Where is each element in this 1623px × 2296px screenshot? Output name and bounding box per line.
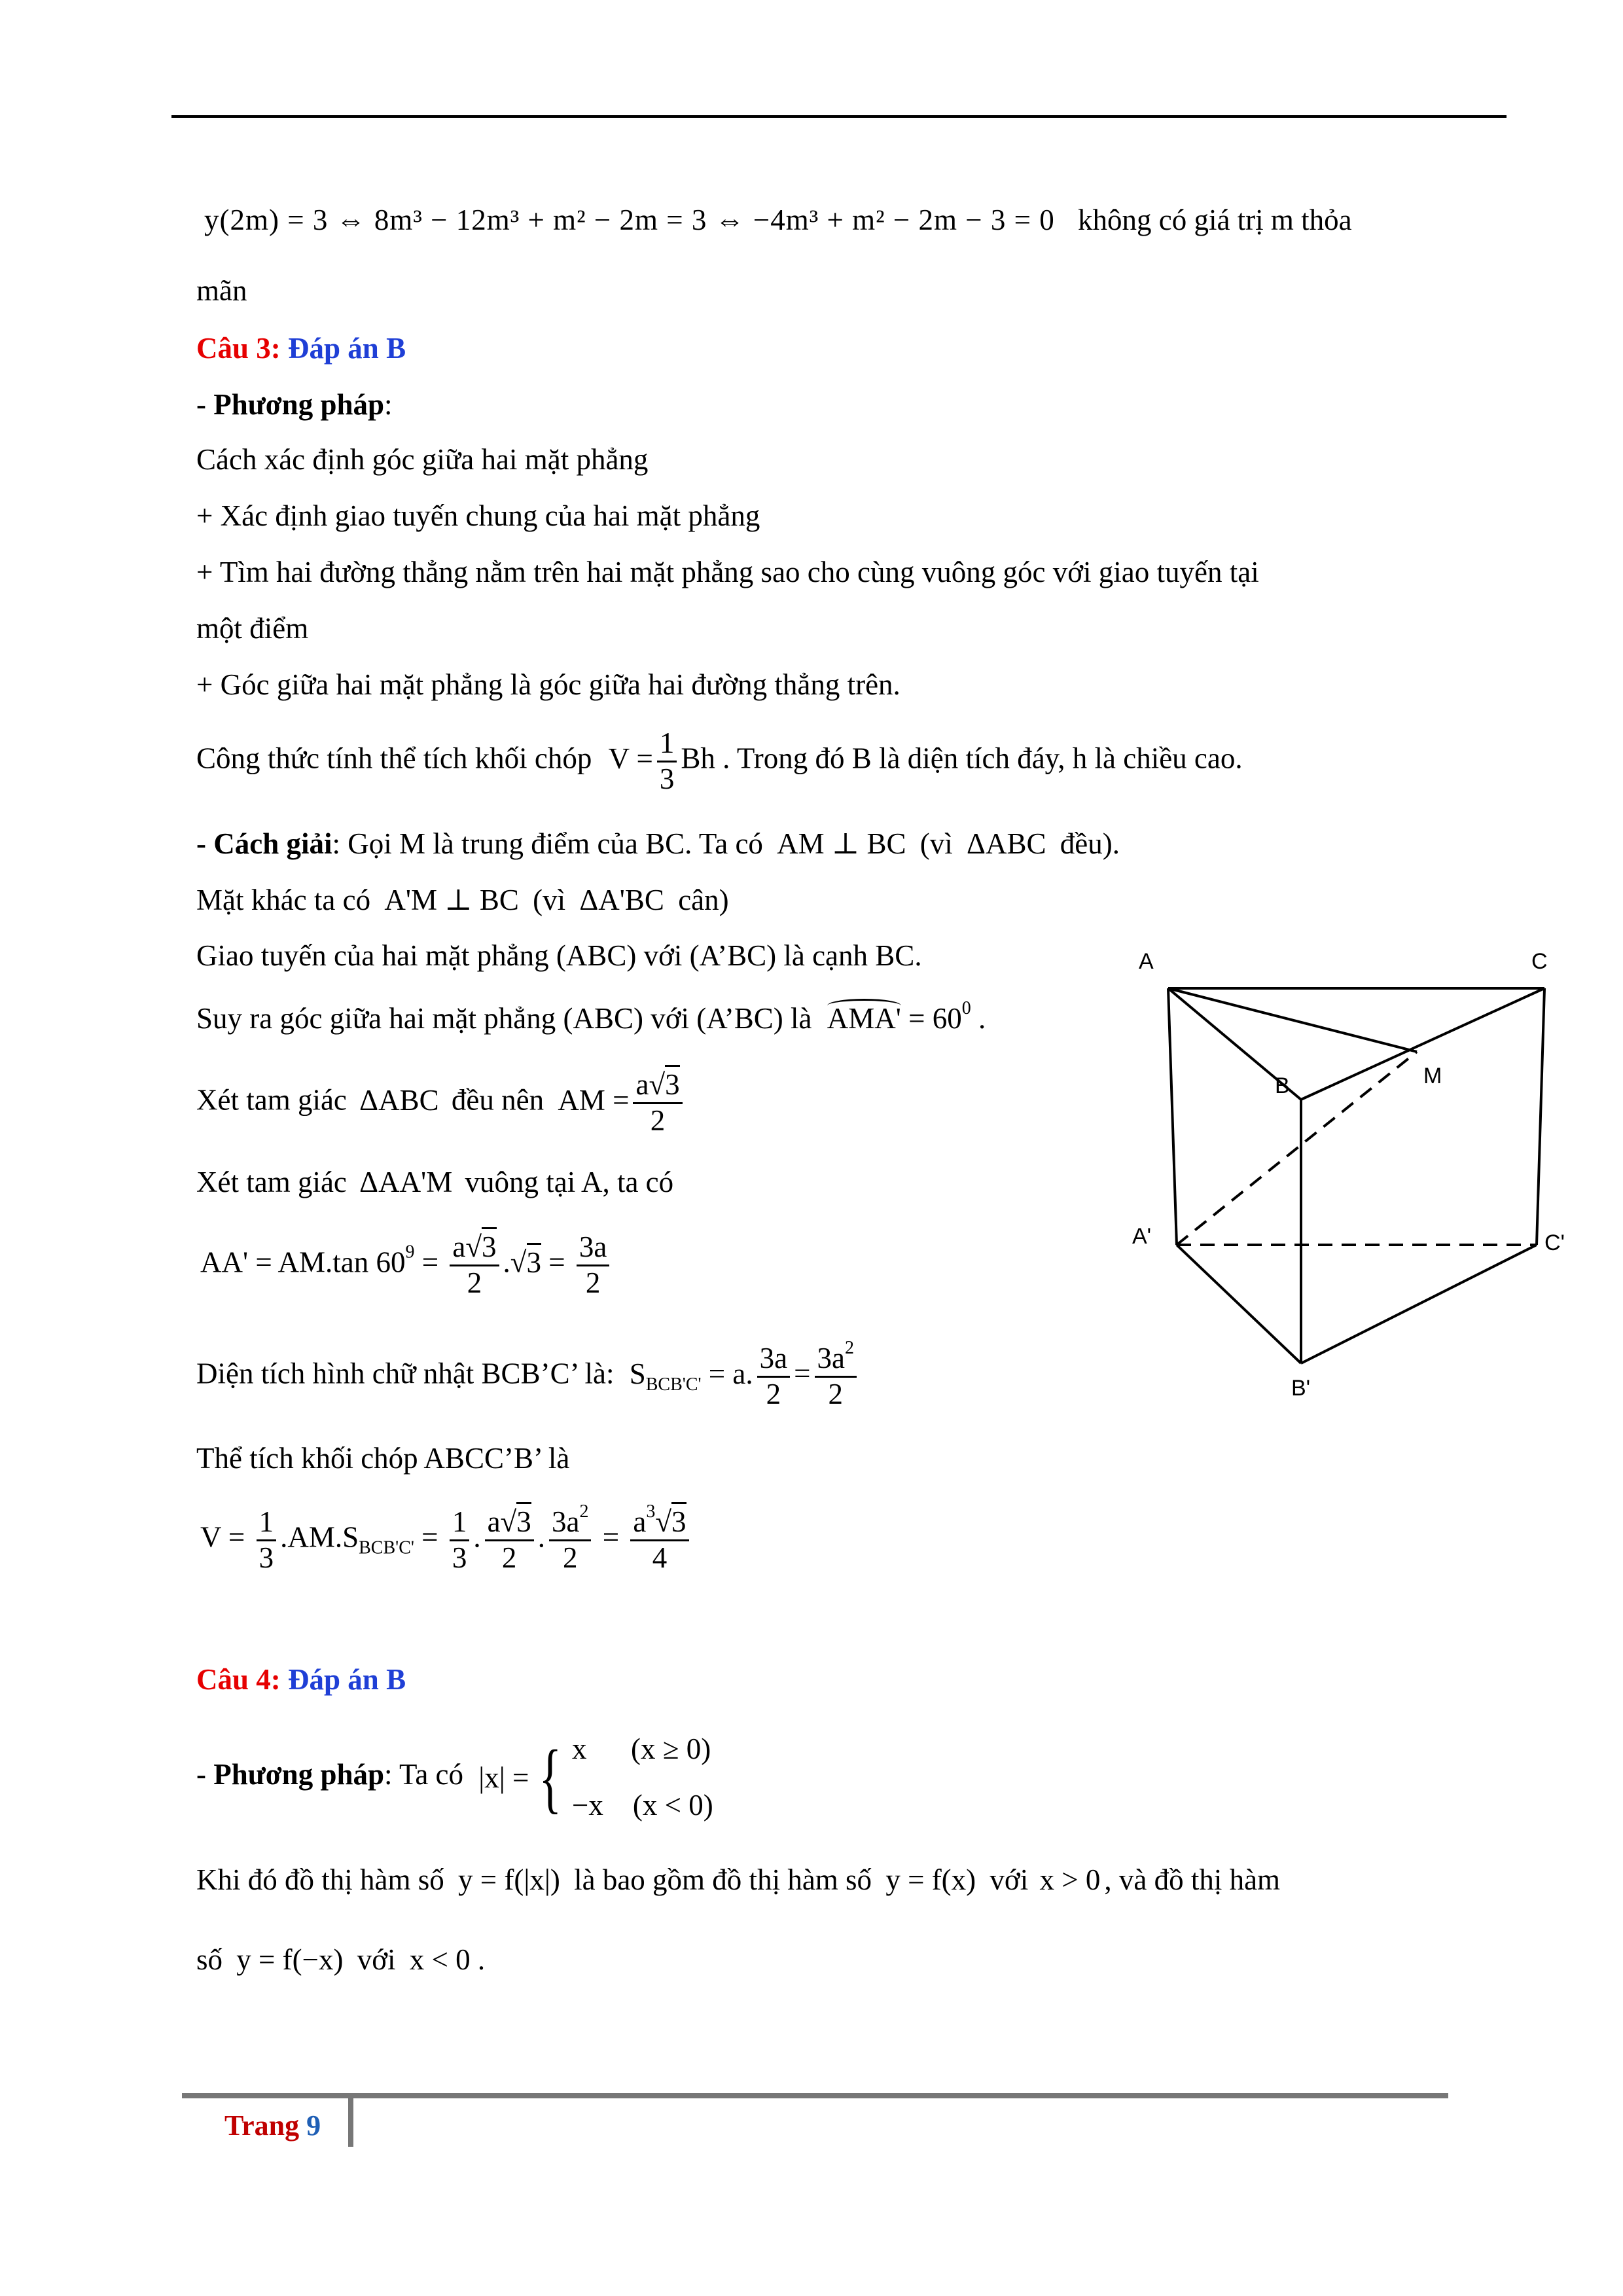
- q3-angle-line: Suy ra góc giữa hai mặt phẳng (ABC) với (A’BC) là $AMA' = 60^0$ .: [196, 998, 986, 1035]
- intro-tail2: mãn: [196, 274, 247, 307]
- q4-line2-a: số: [196, 1943, 223, 1976]
- label-B1: B': [1291, 1376, 1311, 1401]
- q3-vol-line: Thể tích khối chóp ABCC’B’ là: [196, 1442, 570, 1475]
- q3-solution-c: đều).: [1060, 827, 1120, 860]
- q4-method-label: - Phương pháp: [196, 1757, 385, 1791]
- label-C1: C': [1544, 1230, 1565, 1255]
- q3-method-line-1: + Xác định giao tuyến chung của hai mặt phẳng: [196, 499, 760, 532]
- q3-volume-text-a: Công thức tính thể tích khối chóp: [196, 742, 592, 775]
- intro-equation: y(2m) = 3 ⇔ 8m³ − 12m³ + m² − 2m = 3 ⇔ −4m³ + m² − 2m − 3 = 0: [204, 204, 1055, 236]
- q4-cases: x (x ≥ 0) −x (x < 0): [572, 1732, 713, 1821]
- label-B: B: [1275, 1073, 1290, 1098]
- q4-heading: [196, 1662, 406, 1696]
- q3-abc-line: Xét tam giác ΔABC đều nên AM = $\frac{a√3}{2}$: [196, 1068, 687, 1138]
- q3-heading: [196, 331, 406, 365]
- prism-figure: [1126, 942, 1565, 1401]
- q3-label: Câu 3:: [196, 332, 281, 365]
- q3-method-line-2: + Tìm hai đường thẳng nằm trên hai mặt phẳng sao cho cùng vuông góc với giao tuyến tại: [196, 556, 1259, 588]
- footer-page-number: 9: [306, 2109, 321, 2142]
- q3-am-text-c: cân): [678, 884, 729, 916]
- q3-method-line-3: một điểm: [196, 612, 309, 645]
- q4-line2-b: với: [357, 1943, 396, 1976]
- q4-line1-a: Khi đó đồ thị hàm số: [196, 1863, 444, 1896]
- q3-am-text: Mặt khác ta có: [196, 884, 371, 916]
- q3-volume-text-b: . Trong đó B là diện tích đáy, h là chiều cao.: [722, 742, 1243, 775]
- label-C: C: [1531, 949, 1548, 974]
- label-M: M: [1423, 1064, 1442, 1088]
- q4-label: Câu 4:: [196, 1663, 281, 1696]
- q3-method-line-4: + Góc giữa hai mặt phẳng là góc giữa hai đường thẳng trên.: [196, 668, 901, 701]
- q3-am-line: Mặt khác ta có A'M ⊥ BC (vì ΔA'BC cân): [196, 884, 729, 916]
- q4-line1-d: , và đồ thị hàm: [1104, 1863, 1281, 1896]
- q3-method-line-0: Cách xác định góc giữa hai mặt phẳng: [196, 443, 649, 476]
- q3-method-heading: - Phương pháp:: [196, 388, 393, 421]
- q3-volume-formula-line: Công thức tính thể tích khối chóp V = $\frac{1}{3}$ Bh . Trong đó B là diện tích đáy, h là chiều cao.: [196, 726, 1243, 795]
- q3-solution-line: - Cách giải: Gọi M là trung điểm của BC. Ta có AM ⊥ BC (vì ΔABC đều).: [196, 827, 1120, 860]
- q4-line1-b: là bao gồm đồ thị hàm số: [574, 1863, 872, 1896]
- q4-method-line: - Phương pháp: Ta có |x| = { x (x ≥ 0) −x (x < 0): [196, 1721, 713, 1833]
- q3-solution-a: : Gọi M là trung điểm của BC. Ta có: [332, 827, 763, 860]
- q4-line1: Khi đó đồ thị hàm số y = f(|x|) là bao gồm đồ thị hàm số y = f(x) với x > 0 , và đồ thị hàm: [196, 1863, 1281, 1896]
- q3-area-line: Diện tích hình chữ nhật BCB’C’ là: $S_{BCB'C'} = a$. $\frac{3a}{2}$ = $\frac{3a^2}{2}$: [196, 1342, 861, 1412]
- edge-b1c1: [1301, 1245, 1537, 1363]
- label-A1: A': [1132, 1224, 1152, 1249]
- q4-method-text: : Ta có: [384, 1757, 464, 1791]
- page-footer: [224, 2109, 321, 2142]
- edge-aa1: [1168, 988, 1177, 1245]
- fraction-am: $\frac{a√3}{2}$: [633, 1068, 682, 1138]
- edge-a1b1: [1177, 1245, 1301, 1363]
- q3-intersection-line: Giao tuyến của hai mặt phẳng (ABC) với (A’BC) là cạnh BC.: [196, 939, 922, 972]
- footer-divider: [348, 2097, 353, 2147]
- header-rule: [171, 115, 1507, 118]
- q3-aam-text: Xét tam giác: [196, 1166, 347, 1198]
- edge-a1m: [1177, 1052, 1417, 1245]
- edge-bc: [1301, 988, 1544, 1100]
- intro-tail-line: [196, 274, 247, 308]
- q3-area-text: Diện tích hình chữ nhật BCB’C’ là:: [196, 1357, 615, 1390]
- q3-vol-formula: V = $\frac{1}{3}$ $.AM.S_{BCB'C'}$ = $\frac{1}{3}$ . $\frac{a√3}{2}$ . $\frac{3a^2}{2}$ = $\frac{a^3√3}{4}$: [200, 1505, 693, 1575]
- q3-angle-text: Suy ra góc giữa hai mặt phẳng (ABC) với (A’BC) là: [196, 1002, 812, 1035]
- q4-line1-c: với: [990, 1863, 1029, 1896]
- q3-aa-formula: AA' = AM.tan $60^9$ = $\frac{a√3}{2}$ .√3 = $\frac{3a}{2}$: [200, 1230, 613, 1300]
- q3-abc-text-b: đều nên: [451, 1083, 544, 1117]
- fraction-one-third: $\frac{1}{3}$: [657, 726, 677, 797]
- edge-cc1: [1537, 988, 1544, 1245]
- q4-answer: Đáp án B: [288, 1663, 406, 1696]
- footer-label: Trang: [224, 2109, 300, 2142]
- q4-line2: số y = f(−x) với x < 0 .: [196, 1943, 486, 1976]
- q3-abc-text: Xét tam giác: [196, 1083, 347, 1117]
- label-A: A: [1139, 949, 1154, 974]
- q3-solution-label: - Cách giải: [196, 827, 332, 860]
- q3-solution-b: (vì: [919, 827, 953, 860]
- q3-aam-line: Xét tam giác ΔAA'M vuông tại A, ta có: [196, 1166, 674, 1198]
- footer-rule: [182, 2093, 1448, 2098]
- q3-answer: Đáp án B: [288, 332, 406, 365]
- intro-tail: không có giá trị m thỏa: [1077, 204, 1352, 236]
- q3-am-text-b: (vì: [533, 884, 566, 916]
- intro-equation-line: [196, 203, 1352, 237]
- q3-method-label: - Phương pháp: [196, 388, 385, 421]
- q3-aam-text-b: vuông tại A, ta có: [465, 1166, 674, 1198]
